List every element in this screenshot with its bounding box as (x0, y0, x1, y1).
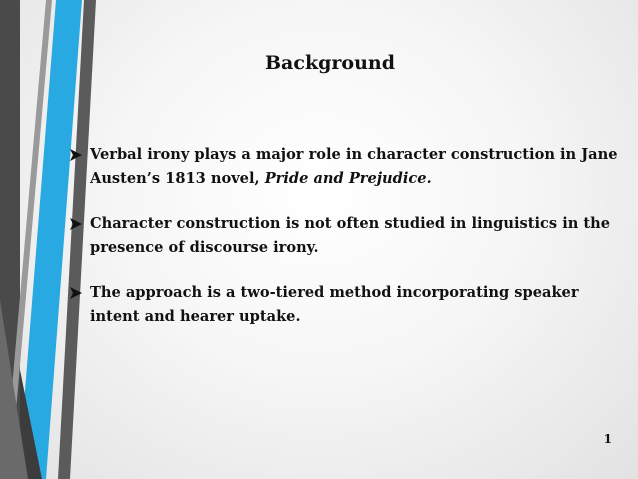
bullet-item (64, 143, 624, 191)
bullet-item (64, 281, 624, 329)
slide-title: Background (265, 52, 395, 74)
arrowhead-bullet-icon (64, 212, 88, 236)
bullet-list (64, 143, 624, 350)
book-title-emphasis: Pride and Prejudice. (264, 170, 432, 187)
bullet-text: The approach is a two-tiered method incorporating speaker intent and hearer uptake. (90, 284, 579, 325)
bullet-text: Verbal irony plays a major role in character construction in Jane Austen’s 1813 novel, (90, 146, 618, 187)
bullet-text: Character construction is not often studied in linguistics in the presence of discourse irony. (90, 215, 611, 256)
arrowhead-bullet-icon (64, 143, 88, 167)
bullet-item (64, 212, 624, 260)
arrowhead-bullet-icon (64, 281, 88, 305)
slide-number: 1 (603, 432, 612, 446)
